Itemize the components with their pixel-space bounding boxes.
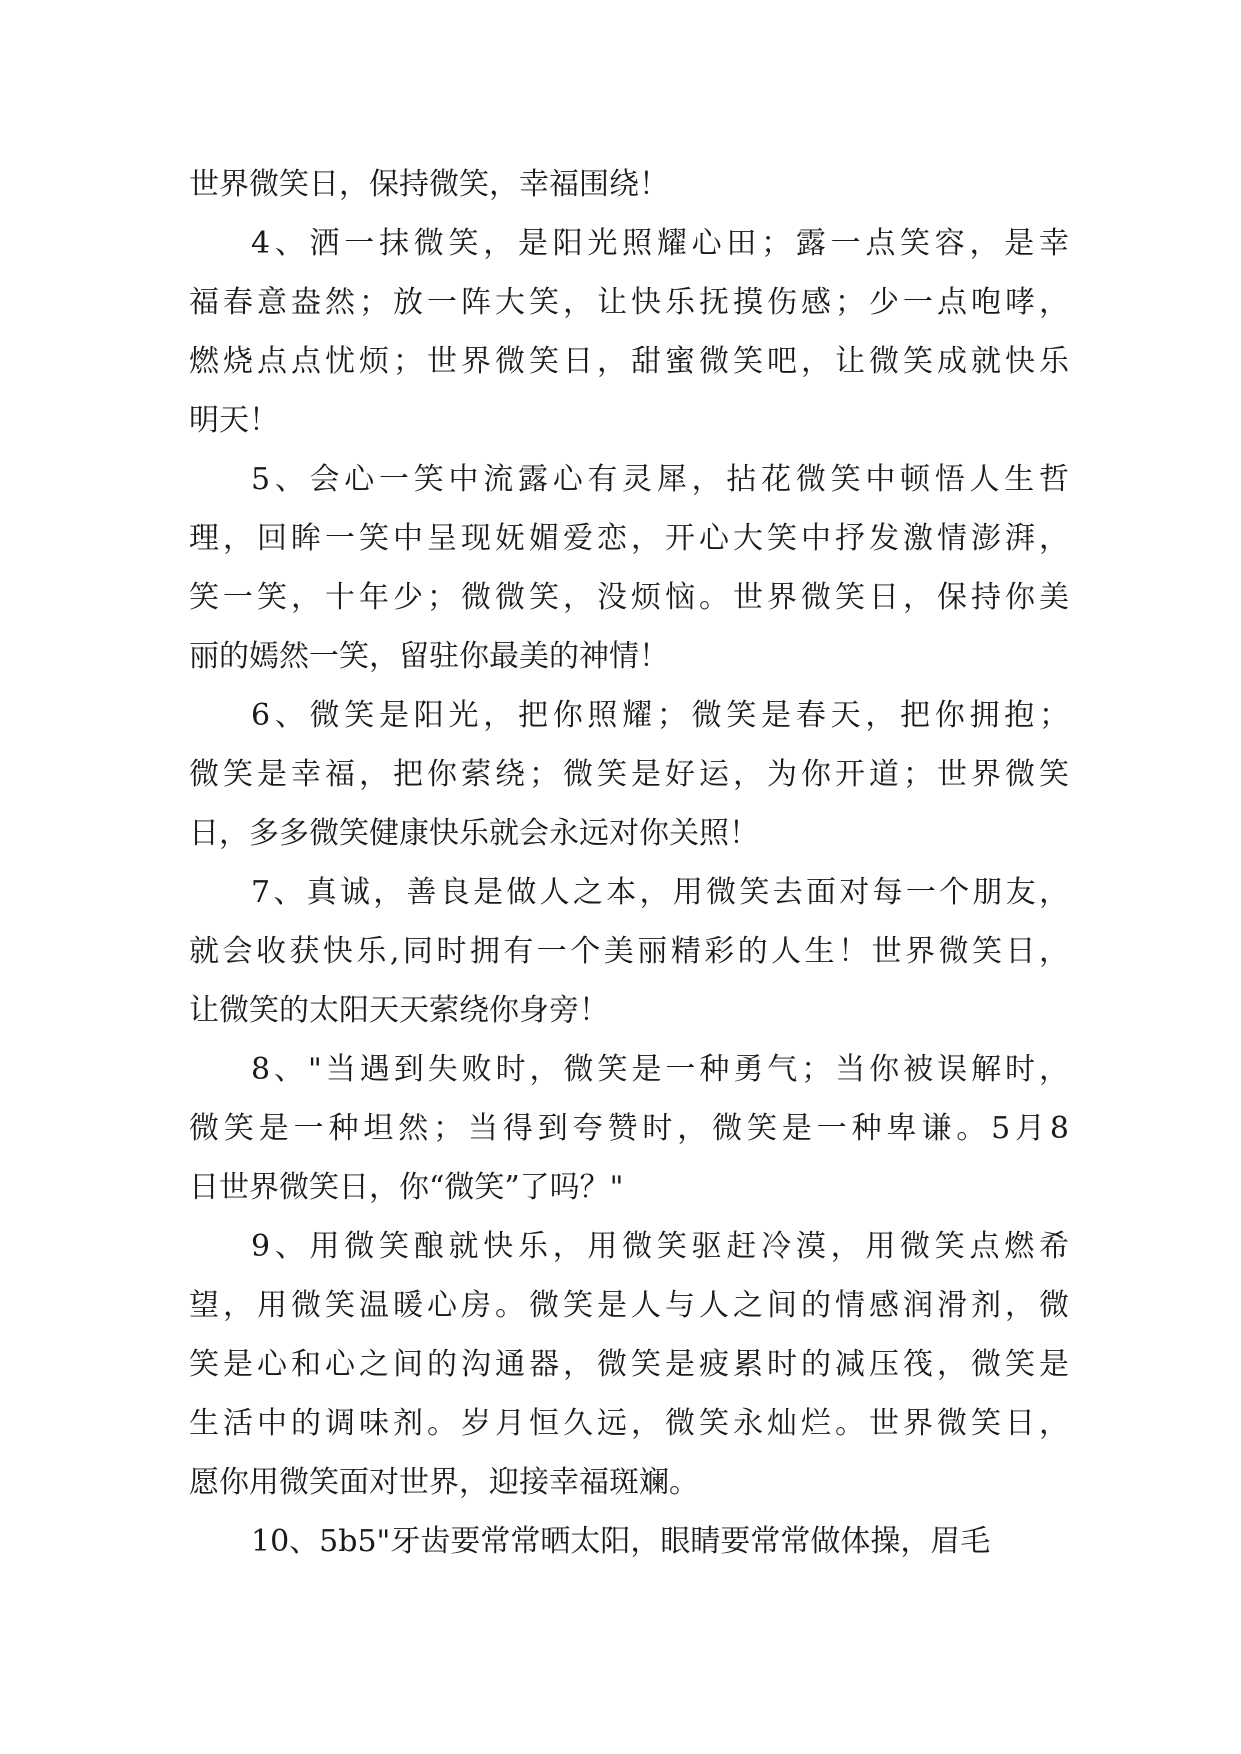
text-line: 明天！ [189, 403, 279, 438]
text-line: 燃烧点点忧烦；世界微笑日，甜蜜微笑吧，让微笑成就快乐 [189, 344, 1069, 379]
text-line: 9、用微笑酿就快乐，用微笑驱赶冷漠，用微笑点燃希 [251, 1229, 1069, 1264]
text-line: 笑一笑，十年少；微微笑，没烦恼。世界微笑日，保持你美 [189, 580, 1069, 615]
paragraph-p9 [189, 1217, 1069, 1512]
text-line: 7、真诚，善良是做人之本，用微笑去面对每一个朋友， [251, 875, 1069, 910]
text-line: 6、微笑是阳光，把你照耀；微笑是春天，把你拥抱； [251, 698, 1069, 733]
text-line: 就会收获快乐,同时拥有一个美丽精彩的人生！世界微笑日， [189, 934, 1069, 969]
paragraph-p10 [189, 1512, 1069, 1571]
document-body [189, 155, 1069, 1571]
text-line: 让微笑的太阳天天萦绕你身旁！ [189, 993, 609, 1028]
text-line: 8、"当遇到失败时，微笑是一种勇气；当你被误解时， [251, 1052, 1069, 1087]
text-line: 微笑是幸福，把你萦绕；微笑是好运，为你开道；世界微笑 [189, 757, 1069, 792]
text-line: 5、会心一笑中流露心有灵犀，拈花微笑中顿悟人生哲 [251, 462, 1069, 497]
text-line: 世界微笑日，保持微笑，幸福围绕！ [189, 167, 669, 202]
paragraph-p7 [189, 863, 1069, 1040]
text-line: 愿你用微笑面对世界，迎接幸福斑斓。 [189, 1465, 699, 1500]
text-line: 丽的嫣然一笑，留驻你最美的神情！ [189, 639, 669, 674]
paragraph-p8 [189, 1040, 1069, 1217]
text-line: 日世界微笑日，你“微笑”了吗？" [189, 1170, 624, 1205]
text-line: 微笑是一种坦然；当得到夸赞时，微笑是一种卑谦。5月8 [189, 1111, 1069, 1146]
paragraph-p3-tail [189, 155, 1069, 214]
text-line: 日，多多微笑健康快乐就会永远对你关照！ [189, 816, 759, 851]
text-line: 10、5b5"牙齿要常常晒太阳，眼睛要常常做体操，眉毛 [251, 1524, 991, 1559]
text-line: 生活中的调味剂。岁月恒久远，微笑永灿烂。世界微笑日， [189, 1406, 1069, 1441]
paragraph-p4 [189, 214, 1069, 450]
text-line: 4、洒一抹微笑，是阳光照耀心田；露一点笑容，是幸 [251, 226, 1069, 261]
paragraph-p6 [189, 686, 1069, 863]
text-line: 笑是心和心之间的沟通器，微笑是疲累时的减压筏，微笑是 [189, 1347, 1069, 1382]
text-line: 理，回眸一笑中呈现妩媚爱恋，开心大笑中抒发激情澎湃， [189, 521, 1069, 556]
text-line: 福春意盎然；放一阵大笑，让快乐抚摸伤感；少一点咆哮， [189, 285, 1069, 320]
paragraph-p5 [189, 450, 1069, 686]
text-line: 望，用微笑温暖心房。微笑是人与人之间的情感润滑剂，微 [189, 1288, 1069, 1323]
